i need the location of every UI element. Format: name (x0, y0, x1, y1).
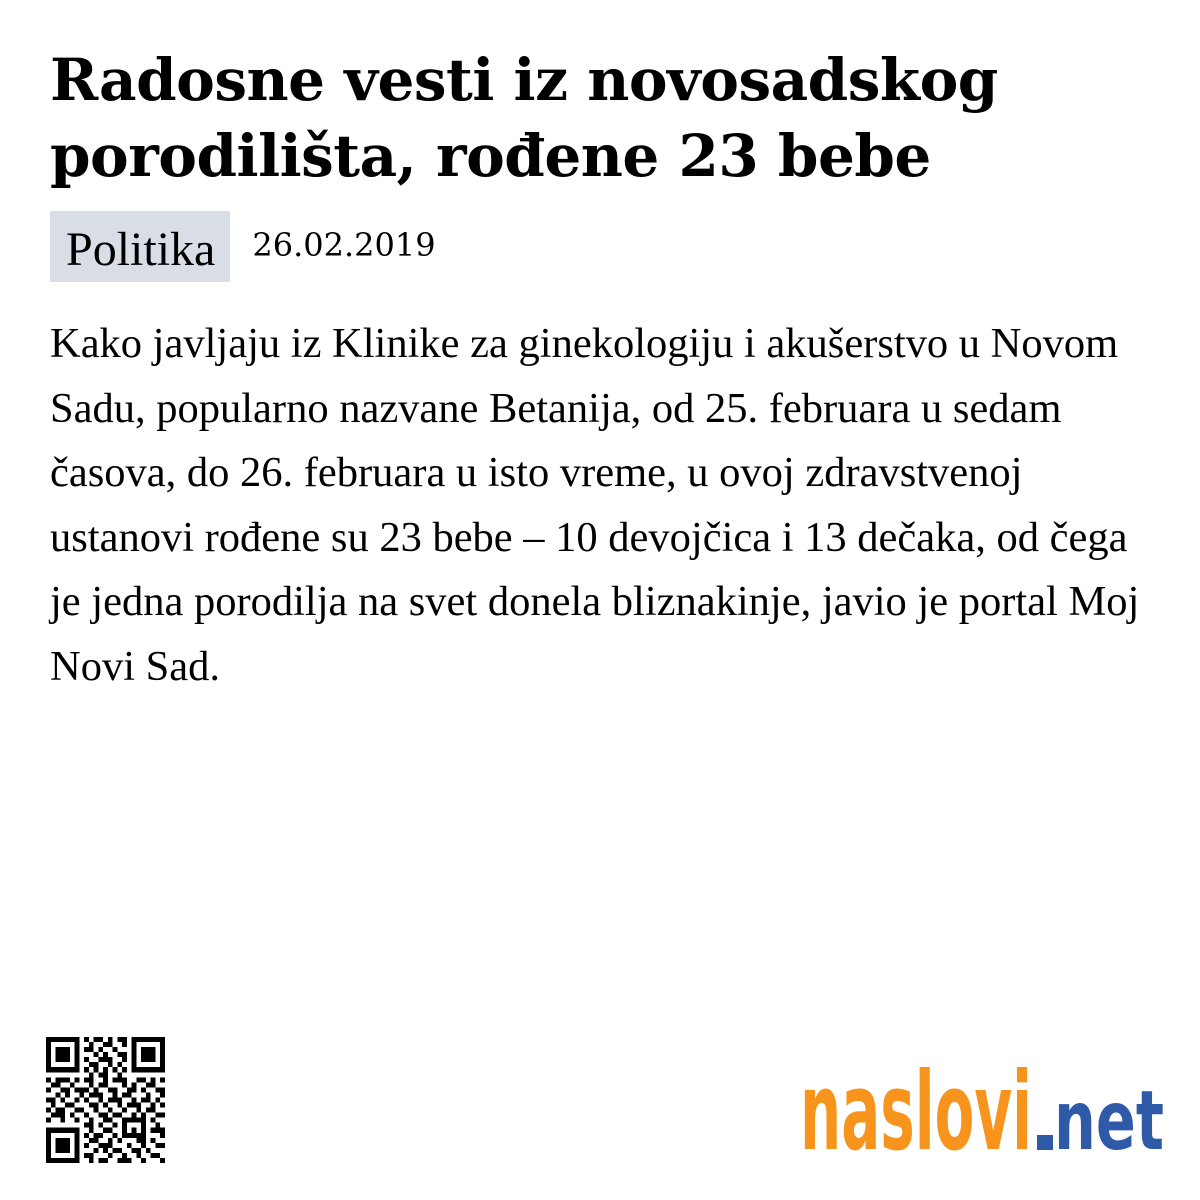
logo-dot (1037, 1135, 1053, 1150)
article-date: 26.02.2019 (252, 226, 436, 264)
naslovi-net-logo[interactable] (800, 1055, 1165, 1170)
article-title: Radosne vesti iz novosadskog porodilišta, rođene 23 bebe (50, 46, 998, 190)
logo-naslovi-text: naslovi (800, 1055, 1032, 1170)
category-badge[interactable]: Politika (50, 211, 230, 282)
article-body: Kako javljaju iz Klinike za ginekologiju i akušerstvo u Novom Sadu, popularno nazvane Betanija, od 25. februara u sedam časova, do 26. februara u isto vreme, u ovoj zdravstvenoj ustanovi rođene su 23 bebe – 10 devojčica i 13 dečaka, od čega je jedna porodilja na svet donela bliznakinje, javio je portal Moj Novi Sad. (50, 320, 1140, 690)
qr-code-icon (46, 1037, 165, 1163)
article-meta (50, 211, 436, 282)
logo-net-text: net (1054, 1074, 1164, 1169)
